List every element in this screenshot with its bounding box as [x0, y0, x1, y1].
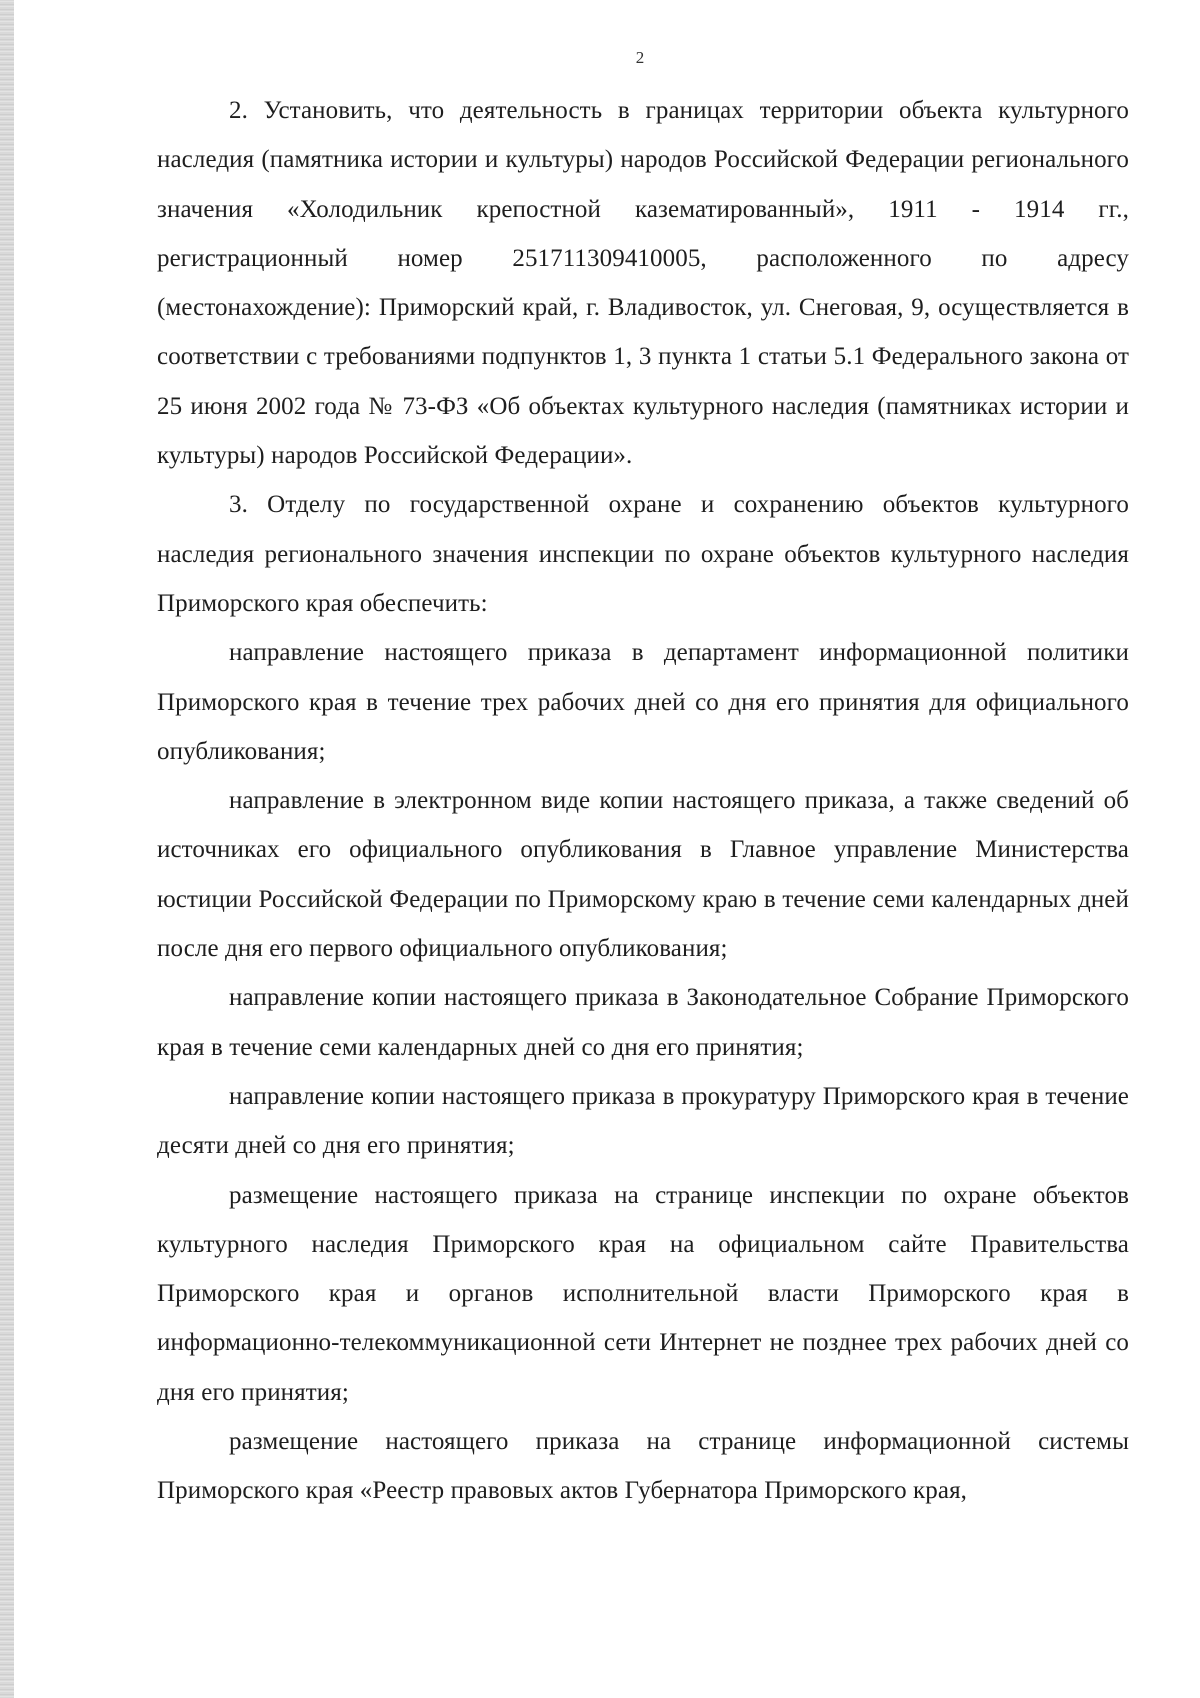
- paragraph-sub-6: размещение настоящего приказа на странице информационной системы Приморского края «Реестр правовых актов Губернатора Приморского края,: [157, 1428, 1129, 1505]
- page-number: 2: [635, 48, 645, 67]
- paragraph-sub-5: размещение настоящего приказа на странице инспекции по охране объектов культурного наследия Приморского края на официальном сайте Правительства Приморского края и органов исполнительной власти Приморского края в информационно-телекоммуникационной сети Интернет не позднее трех рабочих дней со дня его принятия;: [157, 1181, 1129, 1406]
- scan-edge: [0, 0, 14, 1698]
- paragraph-item-2: 2. Установить, что деятельность в границах территории объекта культурного наследия (памятника истории и культуры) народов Российской Федерации регионального значения «Холодильник крепостной казематированный», 1911 - 1914 гг., регистрационный номер 251711309410005, расположенного по адресу (местонахождение): Приморский край, г. Владивосток, ул. Снеговая, 9, осуществляется в соответствии с требованиями подпунктов 1, 3 пункта 1 статьи 5.1 Федерального закона от 25 июня 2002 года № 73-ФЗ «Об объектах культурного наследия (памятниках истории и культуры) народов Российской Федерации».: [157, 97, 1129, 470]
- document-body: [157, 86, 1129, 1516]
- paragraph-sub-3: направление копии настоящего приказа в Законодательное Собрание Приморского края в течение семи календарных дней со дня его принятия;: [157, 984, 1129, 1061]
- paragraph-item-3: 3. Отделу по государственной охране и сохранению объектов культурного наследия регионального значения инспекции по охране объектов культурного наследия Приморского края обеспечить:: [157, 491, 1129, 617]
- paragraph-sub-1: направление настоящего приказа в департамент информационной политики Приморского края в течение трех рабочих дней со дня его принятия для официального опубликования;: [157, 639, 1129, 765]
- paragraph-sub-4: направление копии настоящего приказа в прокуратуру Приморского края в течение десяти дней со дня его принятия;: [157, 1082, 1129, 1160]
- paragraph-sub-2: направление в электронном виде копии настоящего приказа, а также сведений об источниках его официального опубликования в Главное управление Министерства юстиции Российской Федерации по Приморскому краю в течение семи календарных дней после дня его первого официального опубликования;: [157, 787, 1129, 963]
